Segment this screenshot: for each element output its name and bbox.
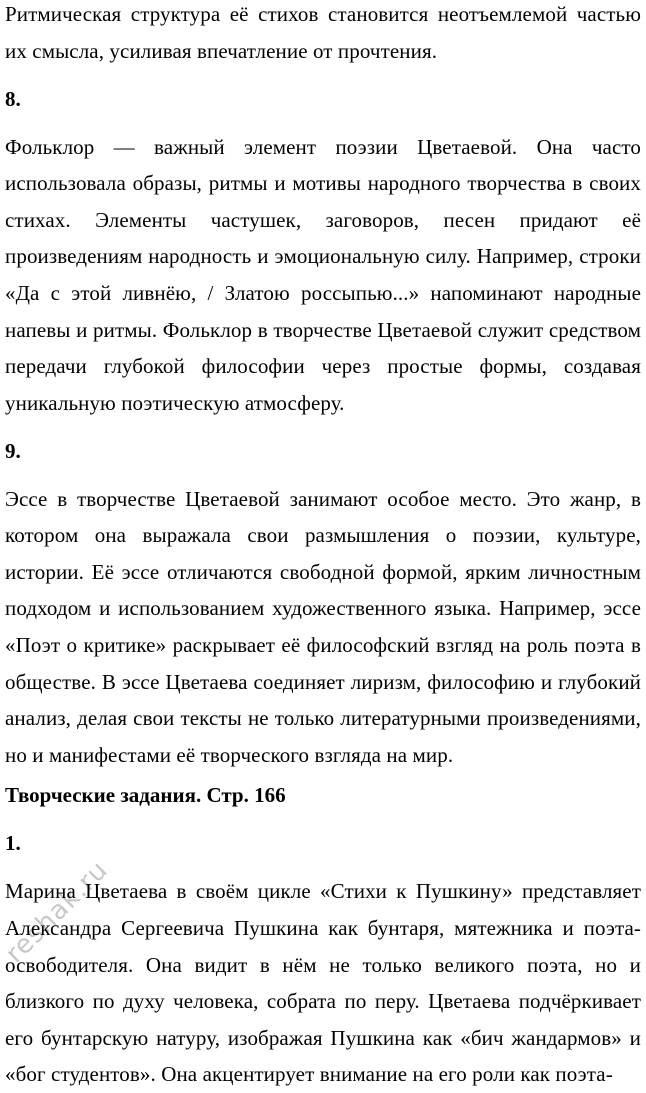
document-body	[5, 0, 641, 1093]
section-title: Творческие задания. Стр. 166	[5, 783, 286, 808]
item-1-number: 1.	[5, 831, 21, 856]
item-9-paragraph: Эссе в творчестве Цветаевой занимают особое место. Это жанр, в котором она выражала свои размышления о поэзии, культуре, истории. Её эссе отличаются свободной формой, ярким личностным подходом и использованием художественного языка. Например, эссе «Поэт о критике» раскрывает её философский взгляд на роль поэта в обществе. В эссе Цветаева соединяет лиризм, философию и глубокий анализ, делая свои тексты не только литературными произведениями, но и манифестами её творческого взгляда на мир.	[5, 486, 641, 767]
item-8-number: 8.	[5, 86, 21, 111]
item-9-number: 9.	[5, 438, 21, 463]
intro-paragraph: Ритмическая структура её стихов становится неотъемлемой частью их смысла, усиливая впечатление от прочтения.	[5, 2, 641, 63]
item-8-paragraph: Фольклор — важный элемент поэзии Цветаевой. Она часто использовала образы, ритмы и мотивы народного творчества в своих стихах. Элементы частушек, заговоров, песен придают её произведениям народность и эмоциональную силу. Например, строки «Да с этой ливнёю, / Златою россыпью...» напоминают народные напевы и ритмы. Фольклор в творчестве Цветаевой служит средством передачи глубокой философии через простые формы, создавая уникальную поэтическую атмосферу.	[5, 134, 641, 415]
watermark-text: reshak.ru	[0, 854, 115, 970]
item-1-paragraph: Марина Цветаева в своём цикле «Стихи к Пушкину» представляет Александра Сергеевича Пушкина как бунтаря, мятежника и поэта-освободителя. Она видит в нём не только великого поэта, но и близкого по духу человека, собрата по перу. Цветаева подчёркивает его бунтарскую натуру, изображая Пушкина как «бич жандармов» и «бог студентов». Она акцентирует внимание на его роли как поэта-	[5, 879, 641, 1087]
